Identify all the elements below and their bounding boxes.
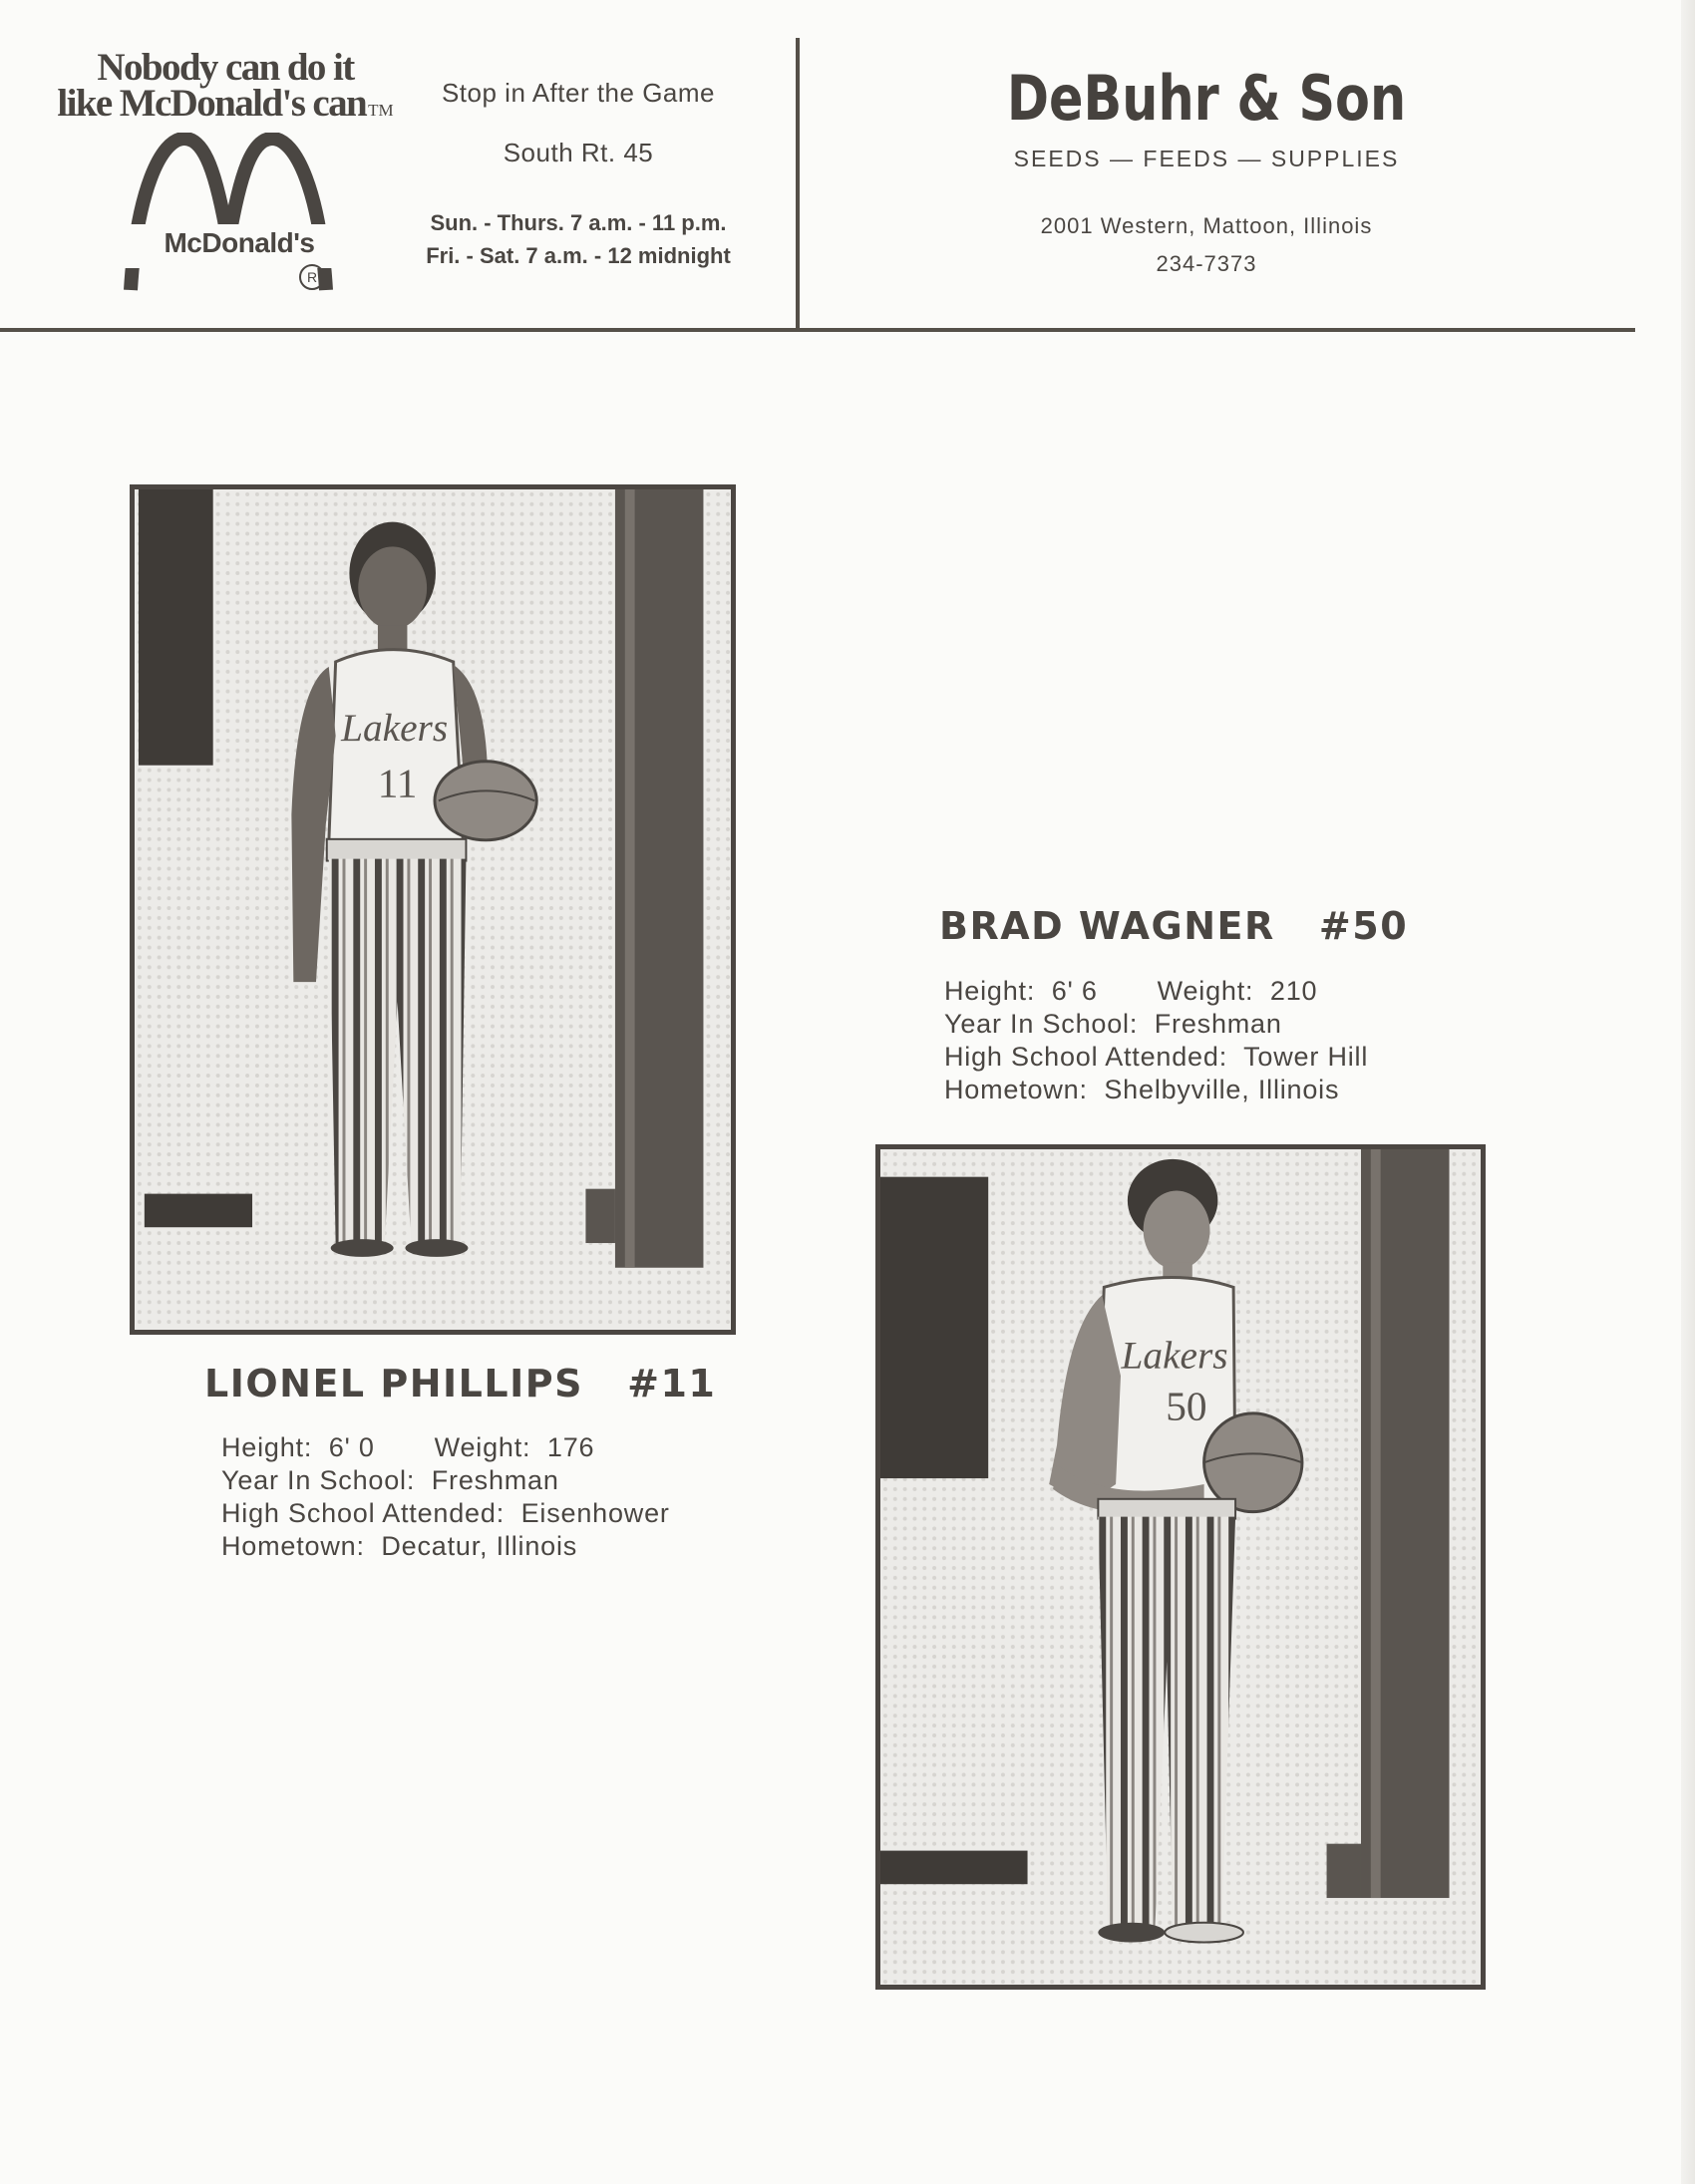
- debuhr-tagline: SEEDS — FEEDS — SUPPLIES: [1013, 146, 1400, 171]
- weight-label: Weight:: [1157, 976, 1254, 1006]
- height-value: 6' 6: [1051, 976, 1098, 1006]
- year-value: Freshman: [1154, 1009, 1282, 1039]
- debuhr-phone: 234-7373: [1156, 251, 1257, 276]
- player-name-wagner: BRAD WAGNER #50: [939, 904, 1409, 948]
- player-name-phillips: LIONEL PHILLIPS #11: [204, 1362, 717, 1405]
- player-school: [944, 1041, 1368, 1074]
- page-edge: [1681, 0, 1695, 2184]
- player-photo-phillips: [130, 484, 736, 1335]
- mcdonalds-invite: Stop in After the Game: [441, 78, 716, 108]
- player-height-weight: [944, 975, 1317, 1008]
- player-height-weight: [221, 1431, 594, 1464]
- debuhr-address: 2001 Western, Mattoon, Illinois: [1040, 213, 1373, 238]
- weight-label: Weight:: [434, 1432, 531, 1462]
- mcdonalds-hours-weekday: Sun. - Thurs. 7 a.m. - 11 p.m.: [430, 210, 727, 235]
- school-label: High School Attended:: [221, 1498, 505, 1528]
- slogan-line-2: like McDonald's can: [57, 82, 367, 125]
- weight-value: 176: [546, 1432, 595, 1462]
- registered-mark: R: [299, 264, 325, 290]
- debuhr-shop-name: DeBuhr & Son: [1006, 62, 1407, 135]
- hometown-label: Hometown:: [944, 1075, 1088, 1104]
- player-photo-wagner: [875, 1144, 1486, 1990]
- jersey-number: 50: [1166, 1383, 1207, 1429]
- header-divider-horizontal: [0, 328, 1635, 332]
- year-label: Year In School:: [221, 1465, 416, 1495]
- year-value: Freshman: [431, 1465, 559, 1495]
- school-value: Tower Hill: [1243, 1042, 1369, 1072]
- slogan-line-1: Nobody can do it: [97, 46, 354, 89]
- player-year: [221, 1464, 559, 1497]
- jersey-number: 11: [377, 760, 418, 806]
- year-label: Year In School:: [944, 1009, 1139, 1039]
- hometown-label: Hometown:: [221, 1531, 365, 1561]
- jersey-text: Lakers: [341, 705, 449, 751]
- player-hometown: [221, 1530, 577, 1563]
- mcdonalds-location: South Rt. 45: [503, 138, 654, 167]
- school-value: Eisenhower: [520, 1498, 670, 1528]
- hometown-value: Shelbyville, Illinois: [1104, 1075, 1340, 1104]
- school-label: High School Attended:: [944, 1042, 1227, 1072]
- trademark-mark: TM: [368, 101, 394, 120]
- mcdonalds-logo-wordmark: McDonald's: [164, 227, 315, 258]
- mcdonalds-hours-weekend: Fri. - Sat. 7 a.m. - 12 midnight: [426, 243, 731, 268]
- player-hometown: [944, 1074, 1339, 1106]
- player-school: [221, 1497, 670, 1530]
- height-label: Height:: [944, 976, 1036, 1006]
- jersey-text: Lakers: [1121, 1333, 1228, 1378]
- weight-value: 210: [1269, 976, 1318, 1006]
- player-year: [944, 1008, 1282, 1041]
- player-photo-image: [880, 1149, 1481, 1985]
- mcdonalds-slogan: [36, 46, 415, 129]
- height-label: Height:: [221, 1432, 313, 1462]
- height-value: 6' 0: [328, 1432, 375, 1462]
- player-photo-image: [135, 489, 731, 1330]
- header-divider-vertical: [796, 38, 800, 329]
- hometown-value: Decatur, Illinois: [381, 1531, 578, 1561]
